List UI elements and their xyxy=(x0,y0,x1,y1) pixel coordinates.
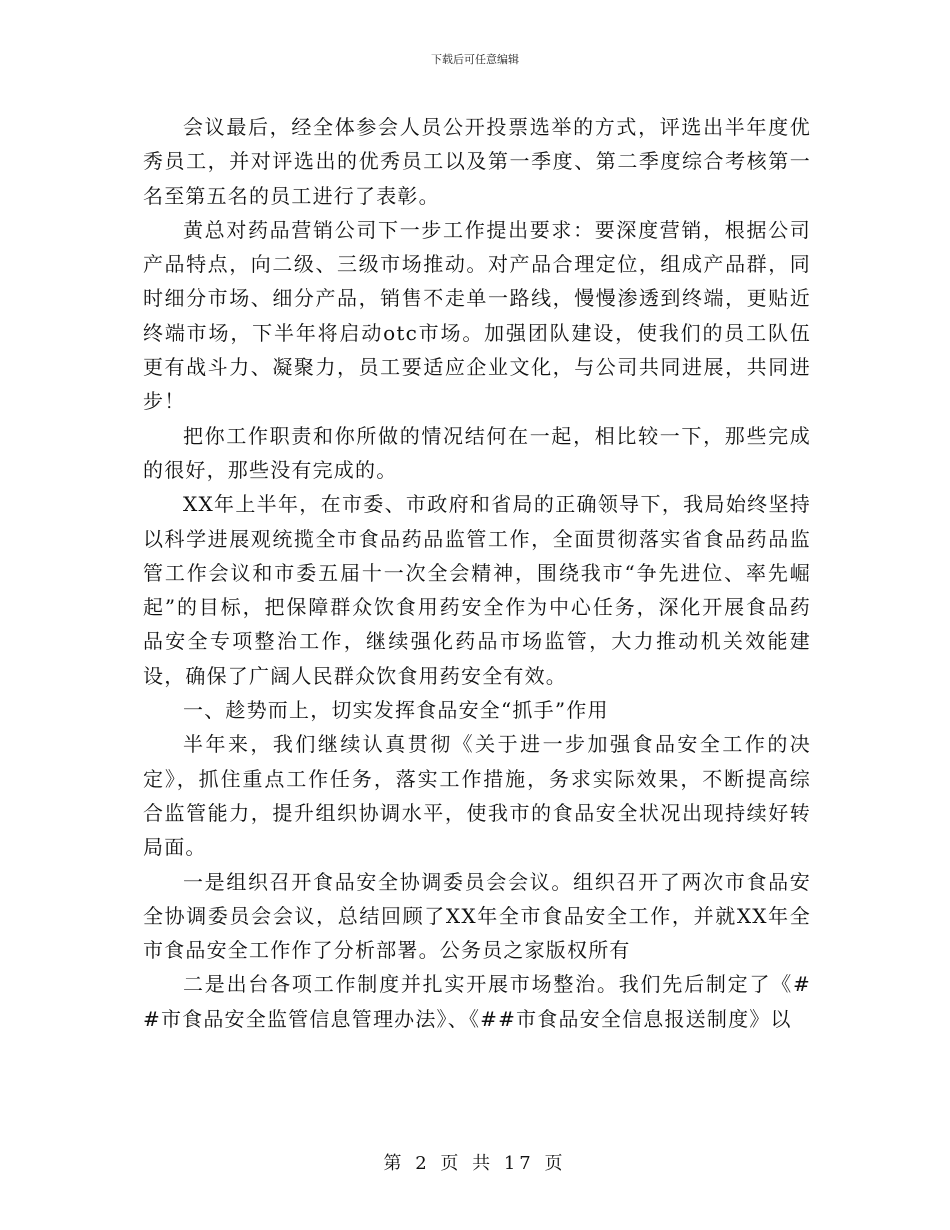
document-body xyxy=(143,110,811,1036)
paragraph-marketing-requirements: 黄总对药品营销公司下一步工作提出要求：要深度营销，根据公司产品特点，向二级、三级市场推动。对产品合理定位，组成产品群，同时细分市场、细分产品，销售不走单一路线，慢慢渗透到终端，更贴近终端市场，下半年将启动otc市场。加强团队建设，使我们的员工队伍更有战斗力、凝聚力，员工要适应企业文化，与公司共同进展，共同进步！ xyxy=(143,217,811,414)
page-header: 下载后可任意编辑 xyxy=(431,53,519,66)
paragraph-comparison-note: 把你工作职责和你所做的情况结何在一起，相比较一下，那些完成的很好，那些没有完成的。 xyxy=(143,423,811,482)
paragraph-regulations: 二是出台各项工作制度并扎实开展市场整治。我们先后制定了《##市食品安全监管信息管理办法》、《##市食品安全信息报送制度》以 xyxy=(143,972,811,1031)
page-number: 第 2 页 共 17 页 xyxy=(383,1153,567,1174)
section-heading-food-safety: 一、趁势而上，切实发挥食品安全“抓手”作用 xyxy=(183,698,609,723)
paragraph-commendation: 会议最后，经全体参会人员公开投票选举的方式，评选出半年度优秀员工，并对评选出的优秀员工以及第一季度、第二季度综合考核第一名至第五名的员工进行了表彰。 xyxy=(143,115,811,208)
paragraph-food-safety-overview: 半年来，我们继续认真贯彻《关于进一步加强食品安全工作的决定》，抓住重点工作任务，落实工作措施，务求实际效果，不断提高综合监管能力，提升组织协调水平，使我市的食品安全状况出现持续好转局面。 xyxy=(143,732,811,860)
paragraph-committee-meetings: 一是组织召开食品安全协调委员会会议。组织召开了两次市食品安全协调委员会会议，总结回顾了XX年全市食品安全工作，并就XX年全市食品安全工作作了分析部署。公务员之家版权所有 xyxy=(143,869,811,963)
paragraph-half-year-summary: XX年上半年，在市委、市政府和省局的正确领导下，我局始终坚持以科学进展观统揽全市食品药品监管工作，全面贯彻落实省食品药品监管工作会议和市委五届十一次全会精神，围绕我市“争先进位、率先崛起”的目标，把保障群众饮食用药安全作为中心任务，深化开展食品药品安全专项整治工作，继续强化药品市场监管，大力推动机关效能建设，确保了广阔人民群众饮食用药安全有效。 xyxy=(143,492,811,688)
